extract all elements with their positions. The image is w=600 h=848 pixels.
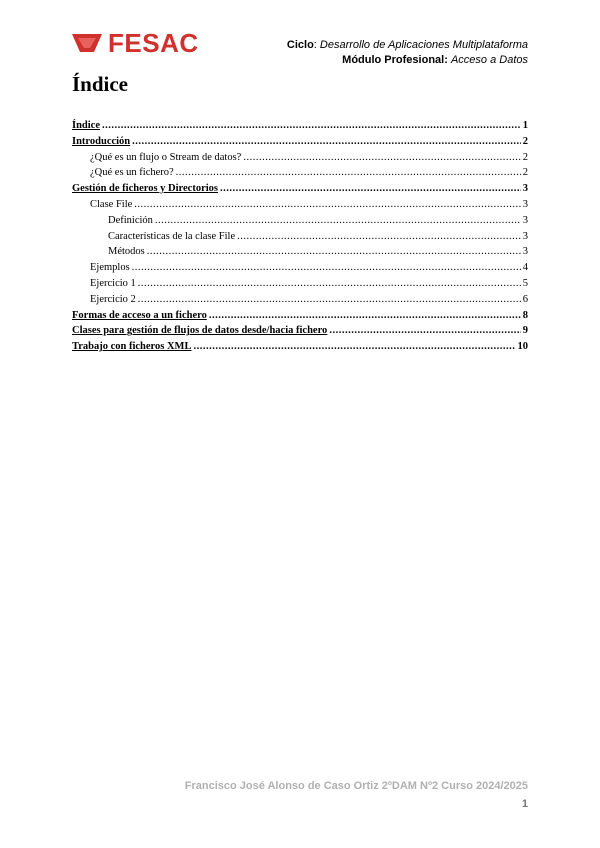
toc-entry-title: Gestión de ficheros y Directorios [72, 183, 219, 195]
toc-entry-title: Introducción [72, 135, 131, 147]
toc-leader-dots [209, 310, 521, 321]
toc-entry-title: ¿Qué es un fichero? [90, 167, 174, 179]
toc-leader-dots [220, 183, 521, 194]
toc-entry-title: Métodos [108, 246, 145, 258]
fesac-logo-icon [72, 32, 102, 54]
toc-entry-page: 8 [522, 309, 528, 321]
toc-entry-title: ¿Qué es un flujo o Stream de datos? [90, 151, 242, 163]
toc-leader-dots [155, 215, 521, 226]
toc-entry-title: Ejercicio 2 [90, 293, 136, 305]
toc-entry[interactable] [72, 167, 528, 183]
page-title: Índice [72, 72, 129, 96]
toc-entry-page: 2 [522, 135, 528, 147]
modulo-line [287, 53, 528, 68]
toc-entry-page: 4 [522, 262, 528, 274]
document-header [287, 38, 528, 68]
toc-entry-title: Formas de acceso a un fichero [72, 309, 207, 321]
toc-entry-page: 9 [522, 325, 528, 337]
toc-leader-dots [329, 325, 520, 336]
toc-leader-dots [132, 262, 521, 273]
toc-entry-title: Características de la clase File [108, 230, 236, 242]
toc-entry[interactable] [72, 215, 528, 231]
toc-entry[interactable] [72, 183, 528, 199]
ciclo-value: Desarrollo de Aplicaciones Multiplataforma [319, 39, 528, 51]
toc-entry[interactable] [72, 246, 528, 262]
toc-leader-dots [176, 167, 521, 178]
toc-leader-dots [237, 231, 521, 242]
toc-leader-dots [132, 136, 521, 147]
toc-entry[interactable] [72, 325, 528, 341]
toc-entry-title: Índice [72, 120, 101, 131]
toc-entry-title: Trabajo con ficheros XML [72, 341, 192, 353]
ciclo-label: Ciclo [286, 39, 314, 51]
toc-entry-page: 6 [522, 293, 528, 305]
toc-entry-page: 3 [522, 230, 528, 242]
toc-leader-dots [193, 341, 515, 352]
modulo-value: Acceso a Datos [450, 54, 528, 66]
toc-leader-dots [243, 152, 520, 163]
toc-entry[interactable] [72, 262, 528, 278]
toc-entry-title: Ejercicio 1 [90, 277, 136, 289]
toc-entry-title: Ejemplos [90, 262, 130, 274]
toc-entry-page: 2 [522, 167, 528, 179]
toc-entry-page: 5 [522, 277, 528, 289]
table-of-contents [72, 120, 528, 357]
toc-entry[interactable] [72, 136, 528, 152]
toc-entry-page: 3 [522, 214, 528, 226]
toc-entry[interactable] [72, 294, 528, 310]
toc-entry-page: 3 [522, 183, 528, 195]
toc-leader-dots [102, 120, 521, 131]
toc-leader-dots [147, 246, 521, 257]
logo-text: FESAC [108, 28, 199, 58]
toc-entry-title: Clases para gestión de flujos de datos desde/hacia fichero [72, 325, 328, 337]
toc-leader-dots [134, 199, 520, 210]
toc-entry-title: Clase File [90, 198, 133, 210]
ciclo-line: Ciclo: Desarrollo de Aplicaciones Multiplataforma [286, 39, 528, 51]
page-footer [185, 780, 528, 810]
toc-entry-title: Definición [108, 214, 153, 226]
toc-entry-page: 3 [522, 198, 528, 210]
toc-entry-page: 1 [522, 120, 528, 131]
toc-entry[interactable] [72, 278, 528, 294]
toc-entry[interactable] [72, 310, 528, 326]
fesac-logo [72, 30, 199, 56]
toc-entry-page: 10 [517, 341, 528, 353]
toc-entry[interactable] [72, 341, 528, 357]
toc-leader-dots [138, 294, 521, 305]
modulo-label: Módulo Profesional: [342, 54, 448, 66]
toc-entry-page: 3 [522, 246, 528, 258]
toc-entry[interactable] [72, 199, 528, 215]
toc-entry[interactable] [72, 152, 528, 168]
toc-entry-page: 2 [522, 151, 528, 163]
toc-entry[interactable] [72, 120, 528, 136]
toc-leader-dots [138, 278, 521, 289]
page-number: 1 [521, 798, 528, 810]
footer-author: Francisco José Alonso de Caso Ortiz 2ºDAM Nº2 Curso 2024/2025 [184, 780, 528, 792]
toc-entry[interactable] [72, 231, 528, 247]
